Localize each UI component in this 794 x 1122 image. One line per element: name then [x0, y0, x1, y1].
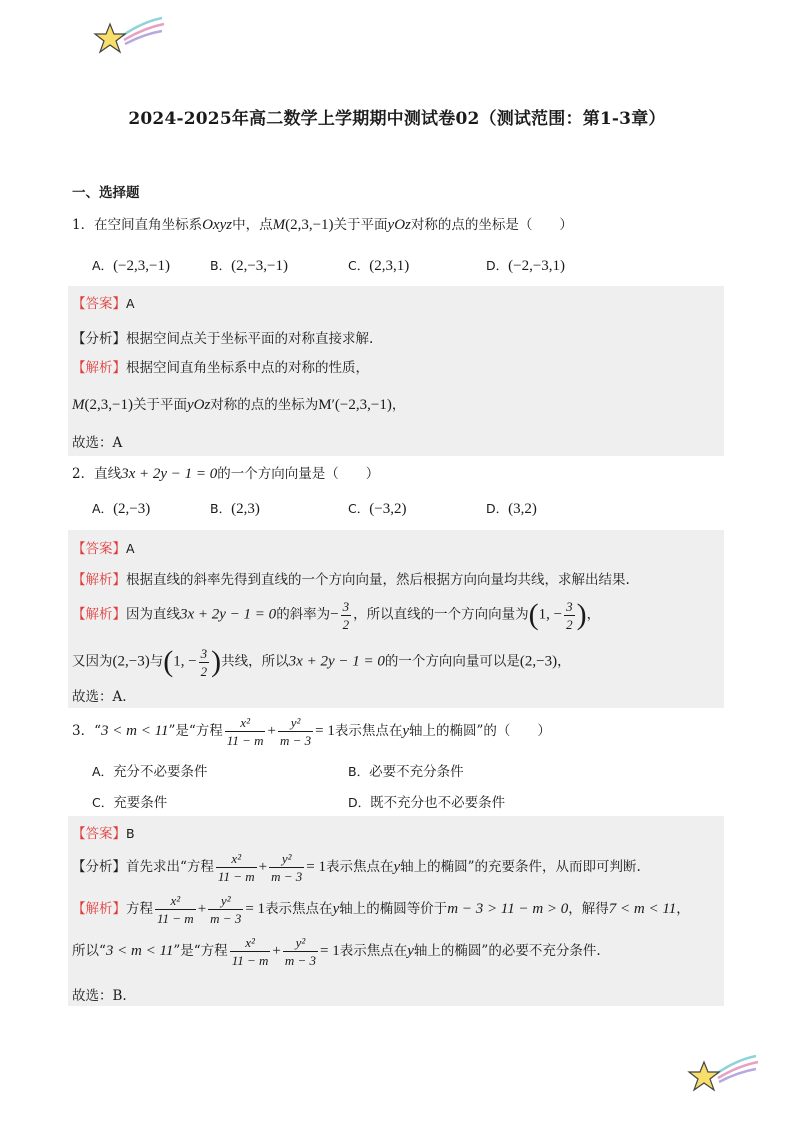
q2-choose: 故选：A.: [72, 689, 127, 705]
fraction: $\frac{3}{2}$: [566, 598, 573, 632]
q1-option-a[interactable]: A．(−2,3,−1): [92, 258, 170, 274]
q1-analysis: 【分析】根据空间点关于坐标平面的对称直接求解.: [72, 331, 374, 347]
q2-option-b[interactable]: B．(2,3): [210, 501, 260, 517]
q1-solution-2: M(2,3,−1)关于平面yOz对称的点的坐标为M′(−2,3,−1)，: [72, 397, 406, 413]
q1-option-c[interactable]: C．(2,3,1): [348, 258, 410, 274]
q2-option-a[interactable]: A．(2,−3): [92, 501, 151, 517]
q3-option-c[interactable]: C．充要条件: [92, 795, 168, 811]
q2-solution-2: 又因为(2,−3)与(1, − $\frac{3}{2}$ )共线，所以3x + 2y − 1 = 0的一个方向向量可以是(2,−3)，: [72, 645, 571, 679]
q3-solution-1: 【解析】方程 $\frac{\text{x²}}{11 - m}$ + $\frac{\text{y²}}{m - 3}$ = 1表示焦点在y轴上的椭圆等价于m − 3 > 11 − m > 0，解得7 < m < 11，: [72, 893, 690, 926]
question-2-stem: 2．直线3x + 2y − 1 = 0的一个方向向量是（ ）: [72, 466, 380, 482]
q3-answer: 【答案】B: [72, 826, 135, 842]
q2-analysis: 【解析】根据直线的斜率先得到直线的一个方向向量，然后根据方向向量均共线，求解出结果.: [72, 572, 630, 588]
q1-option-d[interactable]: D．(−2,−3,1): [486, 258, 566, 274]
fraction: $\frac{3}{2}$: [342, 598, 350, 632]
q3-analysis: 【分析】首先求出“方程 $\frac{\text{x²}}{11 - m}$ + $\frac{\text{y²}}{m - 3}$ = 1表示焦点在y轴上的椭圆”的充要条件，从而即可判断.: [72, 851, 641, 884]
q1-option-b[interactable]: B．(2,−3,−1): [210, 258, 288, 274]
shooting-star-icon: [92, 14, 166, 60]
page-title: 2024-2025年高二数学上学期期中测试卷02（测试范围：第1-3章）: [128, 109, 666, 129]
q3-option-a[interactable]: A．充分不必要条件: [92, 764, 208, 780]
fraction: $\frac{3}{2}$: [200, 645, 208, 679]
question-3-stem: 3．“3 < m < 11”是“方程 $\frac{\text{x²}}{11 - m}$ + $\frac{\text{y²}}{m - 3}$ = 1表示焦点在y轴上的椭圆”的（ ）: [72, 715, 551, 748]
q3-solution-2: 所以“3 < m < 11”是“方程 $\frac{\text{x²}}{11 - m}$ + $\frac{\text{y²}}{m - 3}$ = 1表示焦点在y轴上的椭圆”的必要不充分条件.: [72, 935, 601, 968]
q3-option-b[interactable]: B．必要不充分条件: [348, 764, 464, 780]
q2-option-d[interactable]: D．(3,2): [486, 501, 537, 517]
q1-solution-1: 【解析】根据空间直角坐标系中点的对称的性质，: [72, 360, 369, 376]
q2-answer: 【答案】A: [72, 541, 135, 557]
shooting-star-icon: [686, 1052, 760, 1098]
q1-choose: 故选：A: [72, 435, 123, 451]
q3-choose: 故选：B.: [72, 988, 127, 1004]
q2-solution-1: 【解析】因为直线3x + 2y − 1 = 0的斜率为− $\frac{3}{2}$ ，所以直线的一个方向向量为(1, − $\frac{3}{2}$ )，: [72, 598, 601, 632]
section-heading: 一、选择题: [72, 185, 140, 201]
q1-answer: 【答案】A: [72, 296, 135, 312]
q2-option-c[interactable]: C．(−3,2): [348, 501, 407, 517]
q3-option-d[interactable]: D．既不充分也不必要条件: [348, 795, 506, 811]
question-1-stem: 1．在空间直角坐标系Oxyz中，点M(2,3,−1)关于平面yOz对称的点的坐标是（ ）: [72, 217, 573, 233]
